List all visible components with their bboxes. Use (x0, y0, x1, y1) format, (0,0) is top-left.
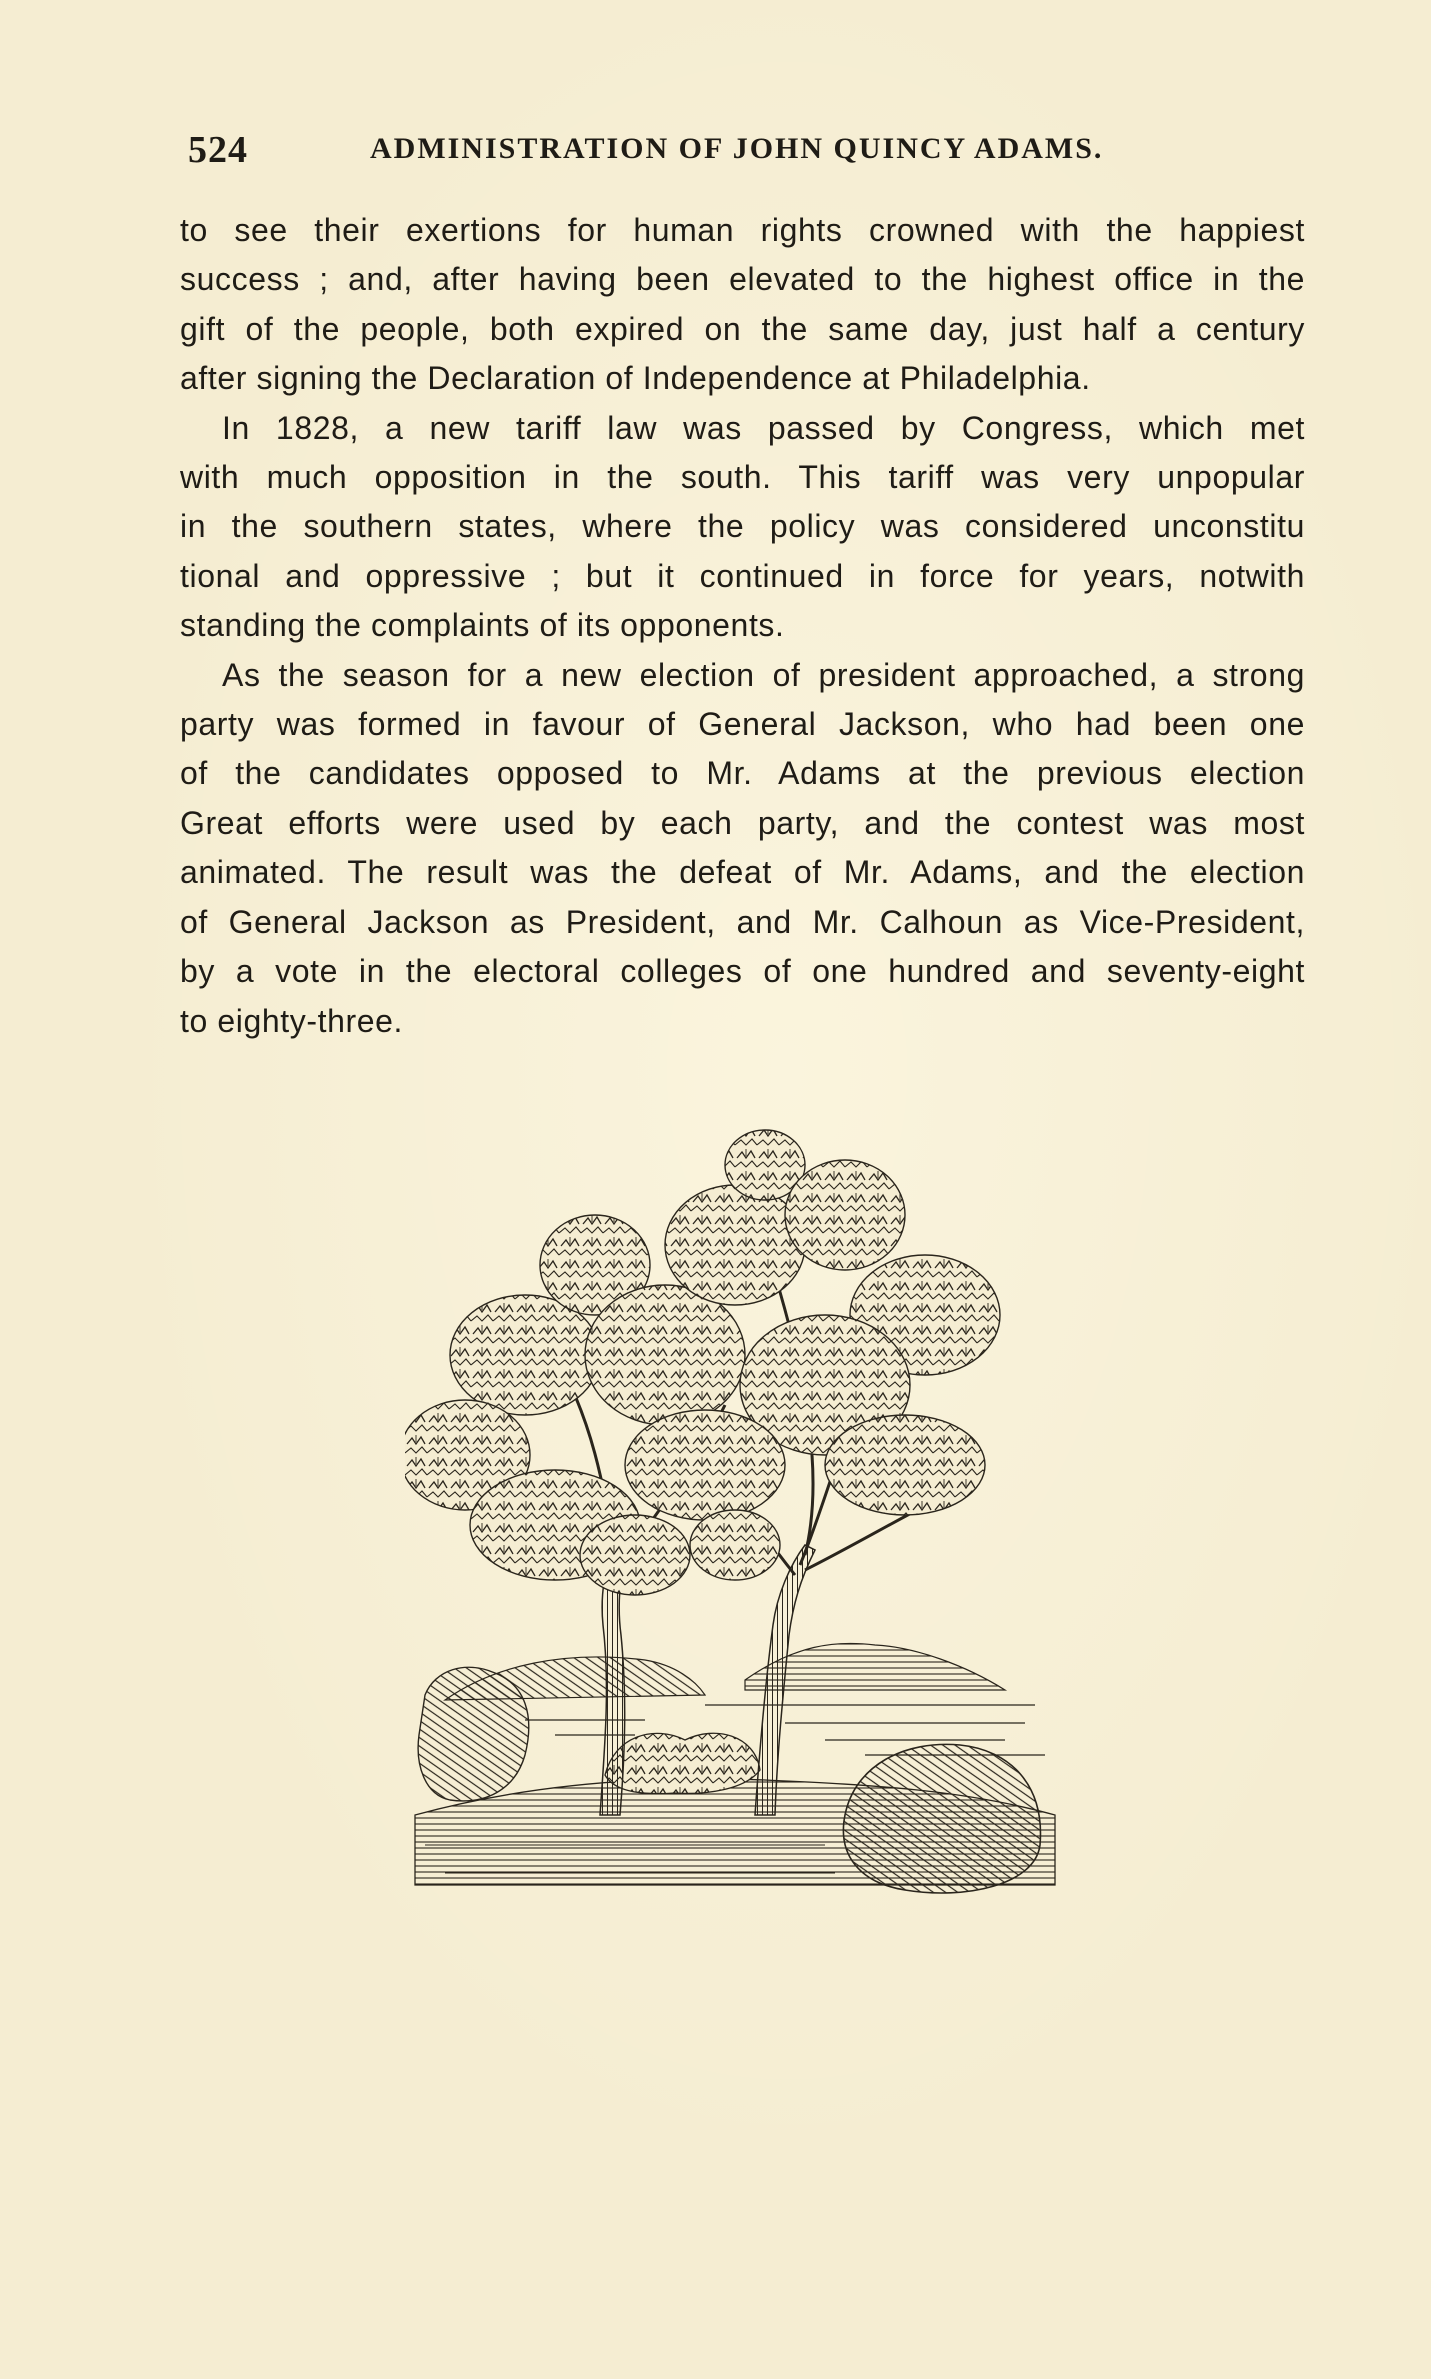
undergrowth (605, 1733, 760, 1793)
body-text (180, 206, 1305, 1046)
text-line: of the candidates opposed to Mr. Adams at the previous election (180, 755, 1305, 792)
text-line: standing the complaints of its opponents. (180, 607, 785, 644)
text-line: of General Jackson as President, and Mr. Calhoun as Vice-President, (180, 903, 1305, 940)
page-number: 524 (188, 129, 248, 171)
text-line: with much opposition in the south. This tariff was very unpopular (180, 459, 1305, 496)
text-line: As the season for a new election of president approached, a strong (222, 656, 1305, 693)
text-line: Great efforts were used by each party, and the contest was most (180, 804, 1305, 841)
tree-engraving (405, 1125, 1065, 1930)
left-rock (418, 1667, 529, 1801)
text-line: after signing the Declaration of Independence at Philadelphia. (180, 360, 1091, 397)
running-title: ADMINISTRATION OF JOHN QUINCY ADAMS. (370, 132, 1104, 165)
text-line: In 1828, a new tariff law was passed by Congress, which met (222, 409, 1305, 446)
paragraph (180, 651, 1305, 1046)
text-line: party was formed in favour of General Jackson, who had been one (180, 706, 1305, 743)
text-line: tional and oppressive ; but it continued in force for years, notwith (180, 557, 1305, 594)
text-line: in the southern states, where the policy was considered unconstitu (180, 508, 1305, 545)
text-line: gift of the people, both expired on the same day, just half a century (180, 310, 1305, 347)
text-line: success ; and, after having been elevated to the highest office in the (180, 261, 1305, 298)
tree-foliage (405, 1130, 1000, 1595)
page-header (188, 128, 1318, 188)
text-line: animated. The result was the defeat of Mr. Adams, and the election (180, 854, 1305, 891)
paragraph (180, 404, 1305, 651)
text-line: to see their exertions for human rights crowned with the happiest (180, 212, 1305, 248)
text-line: to eighty-three. (180, 1002, 404, 1039)
paragraph (180, 206, 1305, 404)
text-line: by a vote in the electoral colleges of one hundred and seventy-eight (180, 953, 1305, 990)
right-boulder (843, 1744, 1040, 1893)
